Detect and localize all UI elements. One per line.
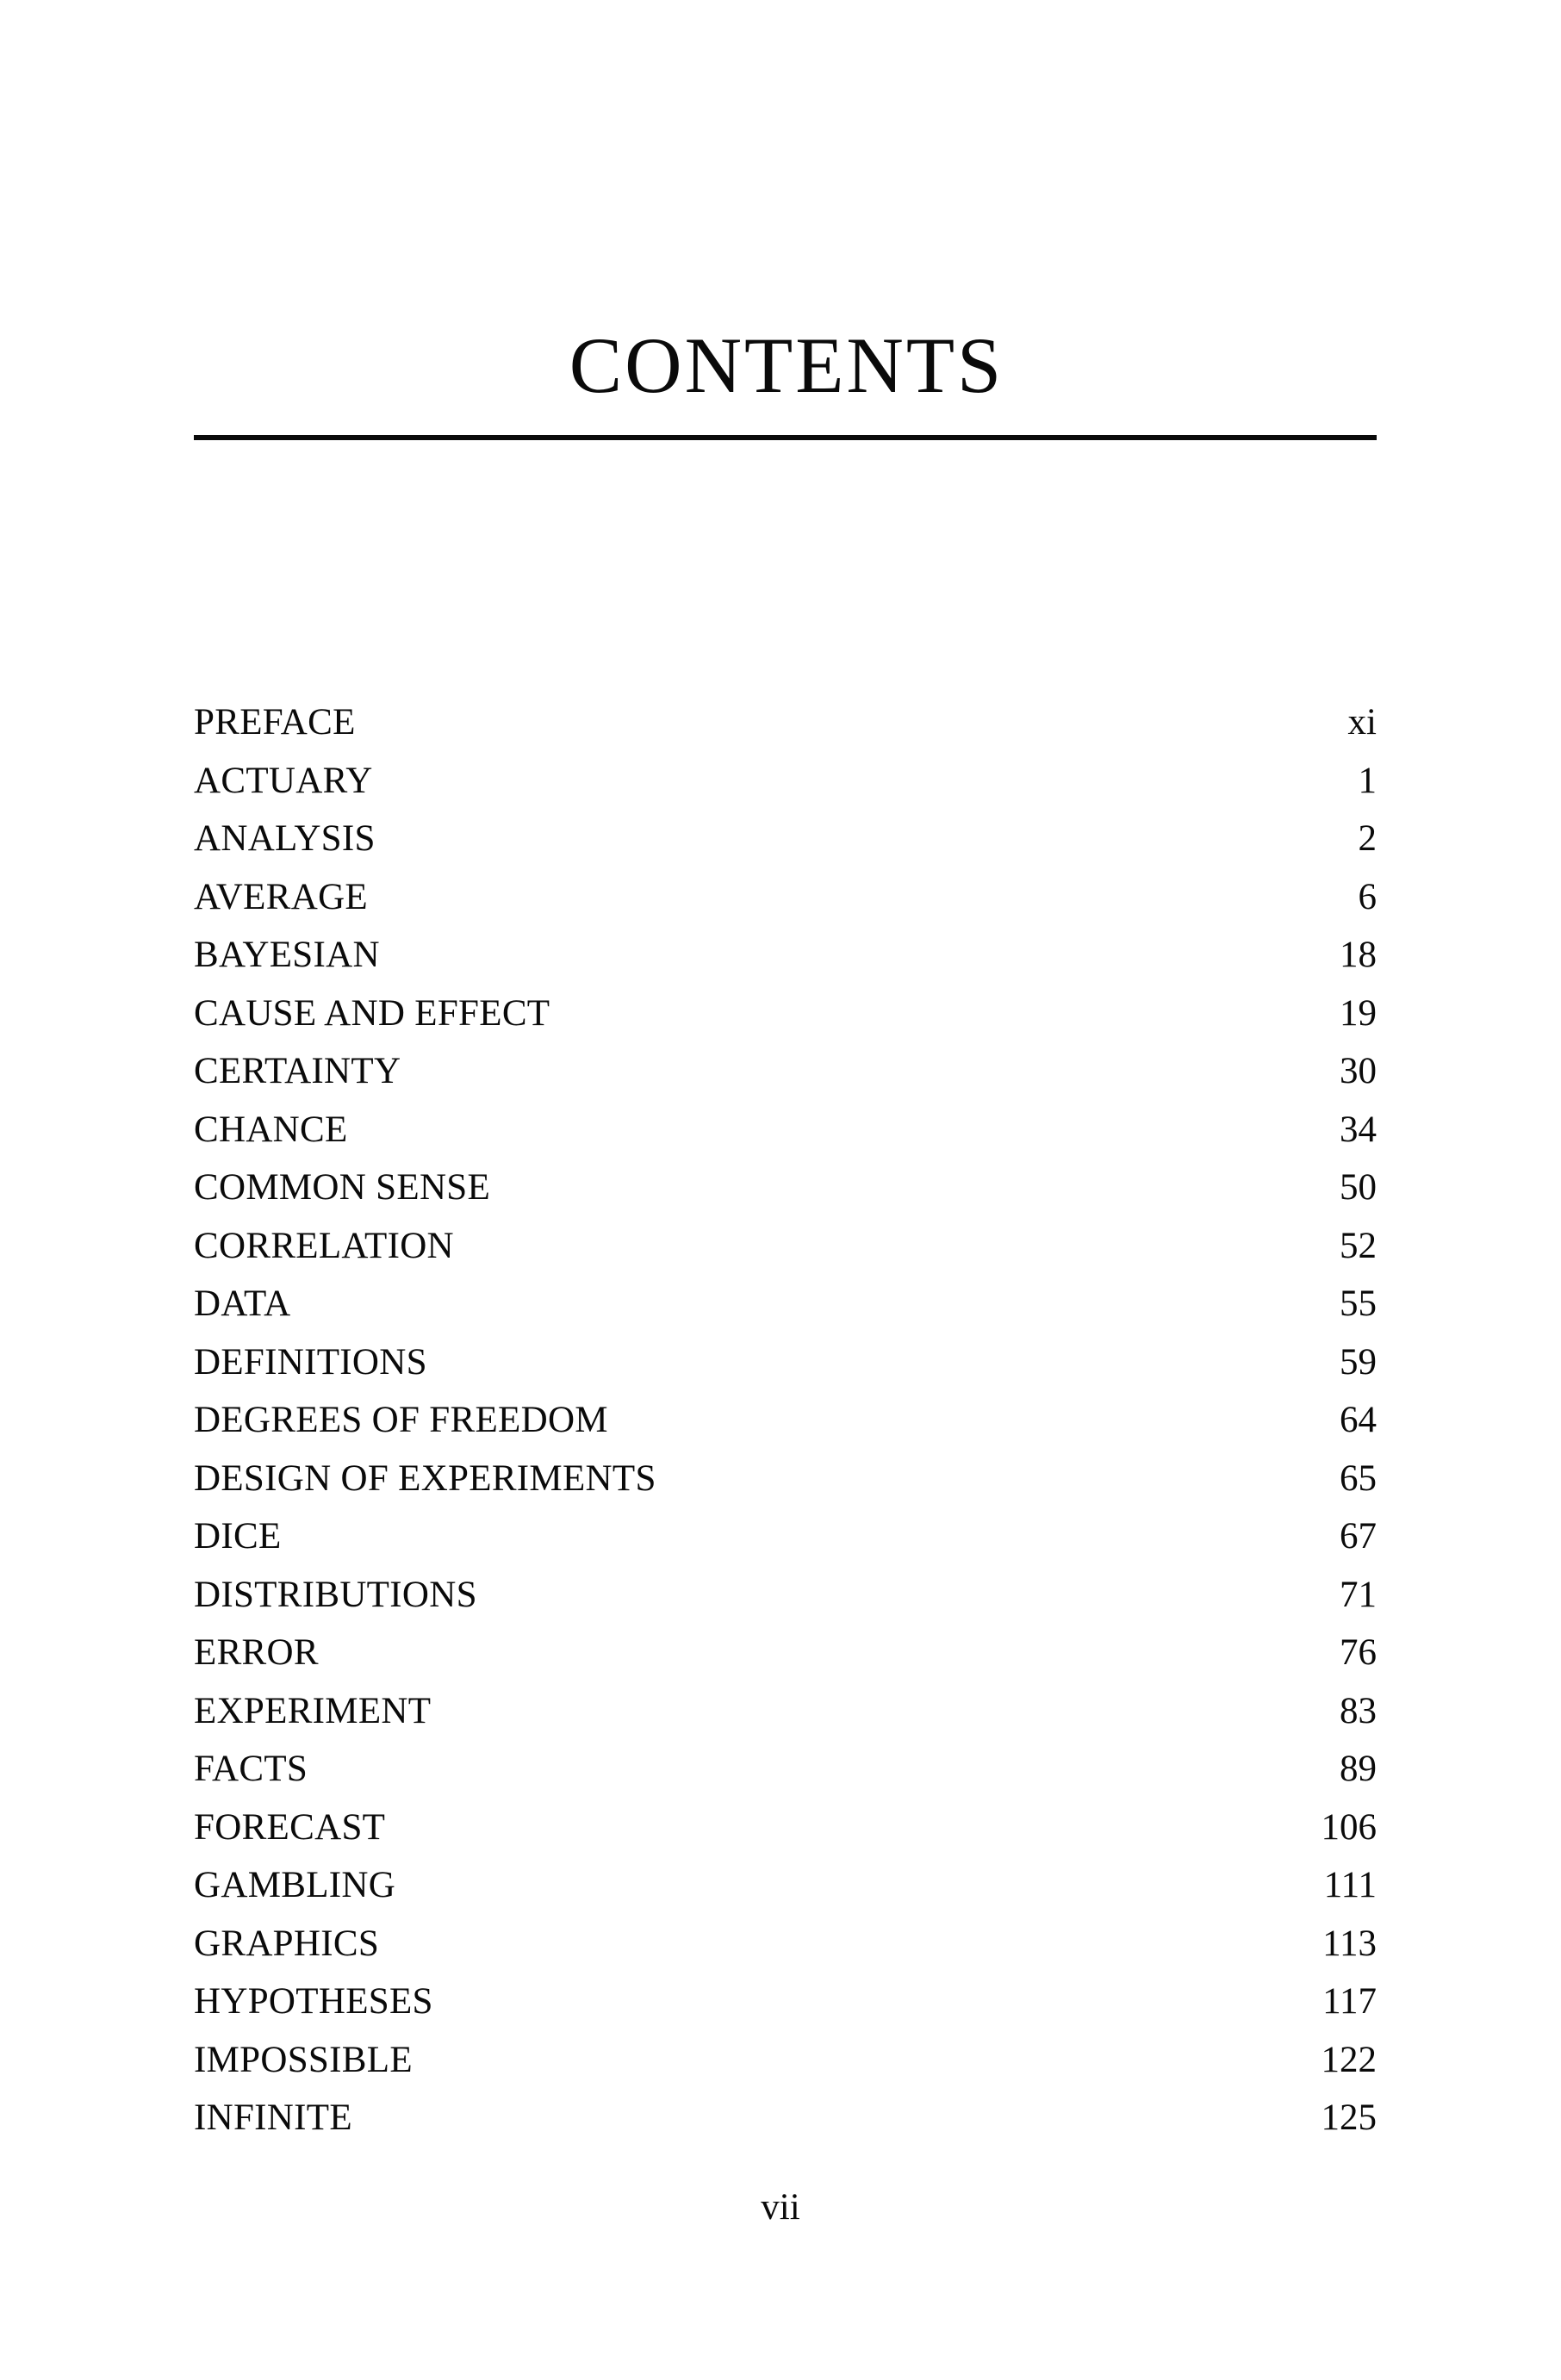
toc-entry <box>194 810 1377 868</box>
toc-entry <box>194 693 1377 752</box>
toc-entry <box>194 1624 1377 1682</box>
toc-entry-page: 64 <box>1340 1400 1377 1440</box>
toc-entry-title: AVERAGE <box>194 876 368 917</box>
toc-entry-page: 65 <box>1340 1457 1377 1499</box>
toc-entry-title: DESIGN OF EXPERIMENTS <box>194 1457 656 1499</box>
toc-entry-title: CAUSE AND EFFECT <box>194 992 550 1034</box>
toc-entry <box>194 985 1377 1043</box>
toc-entry-page: 83 <box>1340 1690 1377 1731</box>
toc-entry-title: CORRELATION <box>194 1225 454 1266</box>
toc-entry-title: CHANCE <box>194 1109 348 1150</box>
toc-entry-title: DICE <box>194 1516 282 1557</box>
toc-entry-page: 59 <box>1340 1341 1377 1383</box>
toc-entry <box>194 1101 1377 1159</box>
toc-entry <box>194 1682 1377 1741</box>
toc-entry-page: 113 <box>1322 1923 1377 1964</box>
toc-entry <box>194 2089 1377 2147</box>
toc-entry-page: 106 <box>1321 1806 1377 1848</box>
toc-entry <box>194 1217 1377 1276</box>
toc-entry-page: 76 <box>1340 1632 1377 1673</box>
toc-entry-page: 6 <box>1358 876 1377 917</box>
toc-entry-page: 117 <box>1322 1981 1377 2022</box>
toc-entry <box>194 1507 1377 1566</box>
toc-entry <box>194 1275 1377 1333</box>
toc-entry-title: ANALYSIS <box>194 818 376 859</box>
toc-entry-title: DEFINITIONS <box>194 1341 427 1383</box>
toc-entry-title: DISTRIBUTIONS <box>194 1574 477 1615</box>
toc-entry-title: FACTS <box>194 1749 308 1789</box>
toc-entry <box>194 926 1377 985</box>
toc-entry-title: CERTAINTY <box>194 1051 401 1091</box>
toc-entry-page: 19 <box>1340 992 1377 1034</box>
toc-entry-page: xi <box>1347 702 1377 743</box>
toc-entry <box>194 1333 1377 1392</box>
toc-entry <box>194 1042 1377 1101</box>
table-of-contents <box>194 693 1377 2147</box>
toc-entry <box>194 1799 1377 1857</box>
toc-entry-title: DATA <box>194 1283 291 1324</box>
toc-entry <box>194 1740 1377 1799</box>
toc-entry <box>194 1856 1377 1915</box>
page-title: CONTENTS <box>569 321 1004 409</box>
toc-entry-page: 1 <box>1358 760 1377 801</box>
toc-entry-title: ACTUARY <box>194 760 373 801</box>
toc-entry-title: PREFACE <box>194 702 356 743</box>
toc-entry-page: 67 <box>1340 1516 1377 1557</box>
toc-entry-title: GAMBLING <box>194 1865 396 1905</box>
toc-entry <box>194 868 1377 927</box>
toc-entry-title: INFINITE <box>194 2097 352 2138</box>
toc-entry-page: 50 <box>1340 1167 1377 1208</box>
toc-entry-title: ERROR <box>194 1632 319 1673</box>
toc-entry-title: IMPOSSIBLE <box>194 2039 413 2080</box>
toc-entry <box>194 1159 1377 1217</box>
toc-entry-page: 18 <box>1340 935 1377 975</box>
toc-entry <box>194 752 1377 811</box>
toc-entry <box>194 1915 1377 1973</box>
toc-entry-title: GRAPHICS <box>194 1923 380 1964</box>
toc-entry <box>194 1391 1377 1450</box>
toc-entry-page: 122 <box>1321 2039 1377 2080</box>
toc-entry-page: 89 <box>1340 1749 1377 1789</box>
toc-entry-page: 34 <box>1340 1109 1377 1150</box>
toc-entry-page: 111 <box>1323 1865 1377 1905</box>
toc-entry <box>194 1566 1377 1625</box>
toc-entry-title: HYPOTHESES <box>194 1981 433 2022</box>
toc-entry <box>194 2031 1377 2090</box>
toc-entry-title: FORECAST <box>194 1806 386 1848</box>
toc-entry-page: 125 <box>1321 2097 1377 2138</box>
toc-entry-title: BAYESIAN <box>194 935 380 975</box>
title-rule-divider <box>194 435 1377 440</box>
toc-entry-page: 71 <box>1340 1574 1377 1615</box>
toc-entry-page: 55 <box>1340 1283 1377 1324</box>
toc-entry-page: 30 <box>1340 1051 1377 1091</box>
toc-entry-page: 52 <box>1340 1225 1377 1266</box>
toc-entry-title: DEGREES OF FREEDOM <box>194 1400 608 1440</box>
toc-entry-title: EXPERIMENT <box>194 1690 432 1731</box>
toc-entry <box>194 1973 1377 2031</box>
toc-entry <box>194 1450 1377 1508</box>
toc-entry-title: COMMON SENSE <box>194 1167 491 1208</box>
toc-entry-page: 2 <box>1358 818 1377 859</box>
page-number-folio: vii <box>761 2187 800 2228</box>
